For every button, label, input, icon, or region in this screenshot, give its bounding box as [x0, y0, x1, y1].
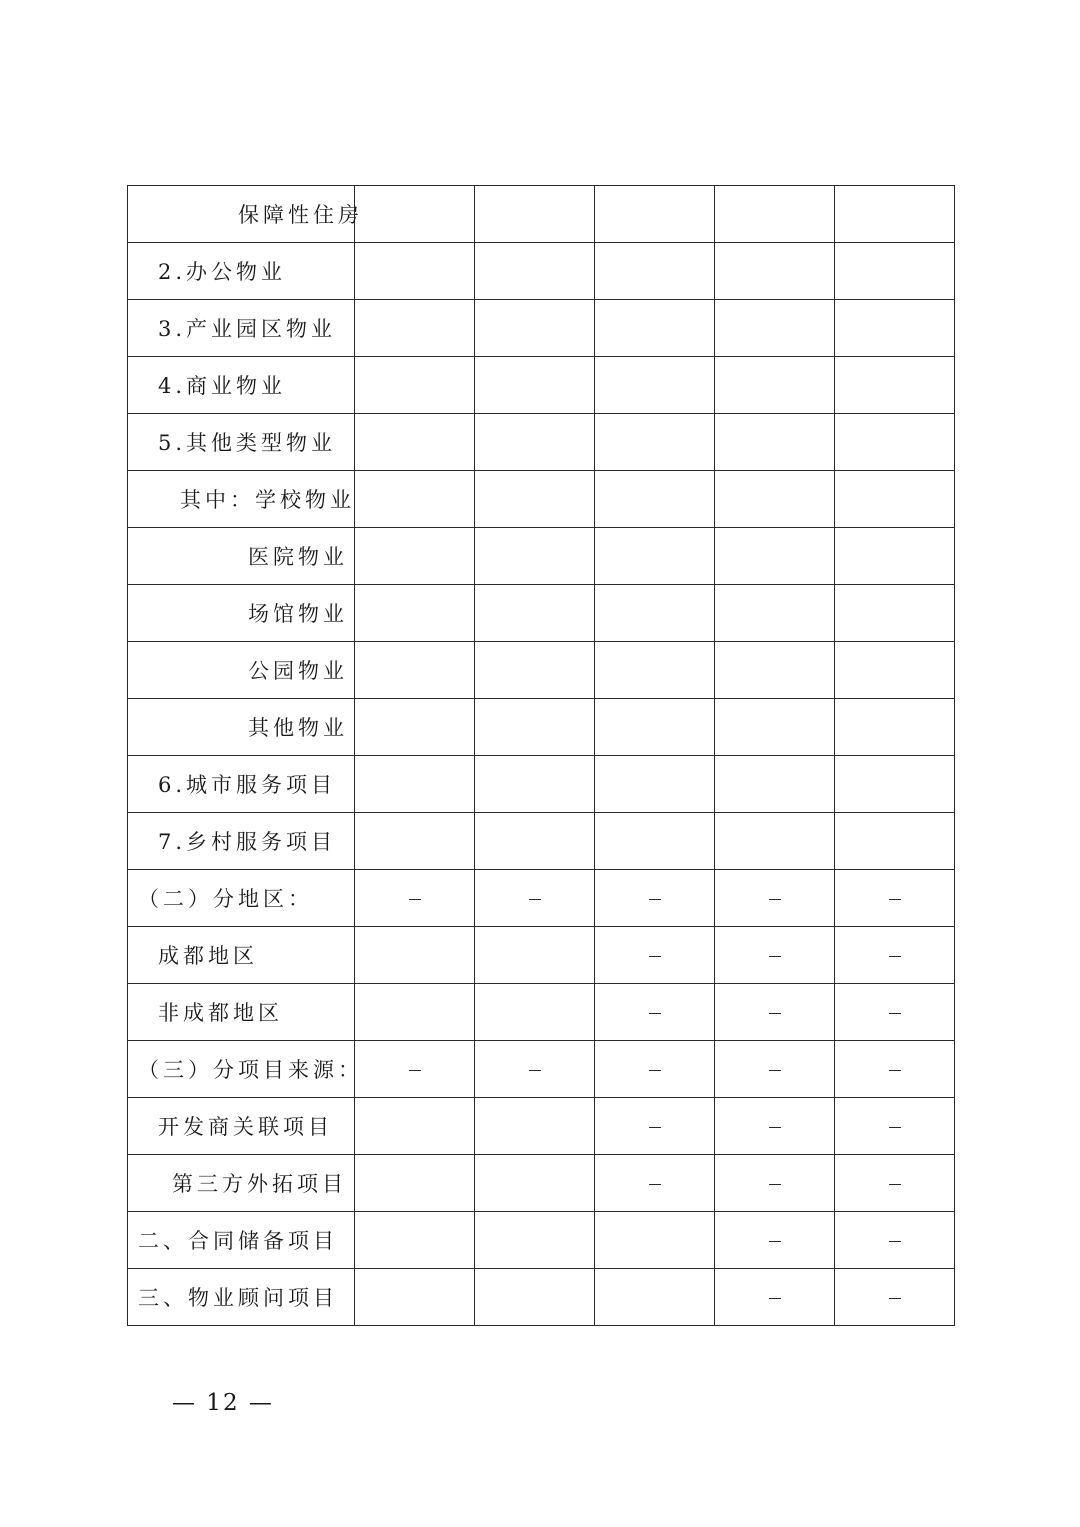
dash-cell	[595, 870, 715, 927]
table-cell	[475, 699, 595, 756]
table-cell	[835, 414, 955, 471]
row-label: 成都地区	[128, 927, 355, 984]
dash-mark	[409, 1070, 421, 1071]
table-cell	[475, 813, 595, 870]
dash-mark	[529, 899, 541, 900]
table-cell	[715, 471, 835, 528]
table-row	[128, 642, 955, 699]
table-row	[128, 984, 955, 1041]
table-row	[128, 870, 955, 927]
table-cell	[355, 357, 475, 414]
row-label: 2.办公物业	[128, 243, 355, 300]
row-label: 4.商业物业	[128, 357, 355, 414]
dash-cell	[595, 1098, 715, 1155]
dash-cell	[835, 1155, 955, 1212]
dash-cell	[715, 1269, 835, 1326]
table-row	[128, 528, 955, 585]
table-cell	[355, 1269, 475, 1326]
dash-cell	[835, 984, 955, 1041]
table-cell	[595, 813, 715, 870]
dash-cell	[715, 870, 835, 927]
table-cell	[355, 813, 475, 870]
table-cell	[475, 756, 595, 813]
table-cell	[475, 300, 595, 357]
dash-mark	[649, 1013, 661, 1014]
dash-cell	[715, 927, 835, 984]
dash-mark	[769, 1013, 781, 1014]
table-cell	[595, 186, 715, 243]
table-row	[128, 186, 955, 243]
dash-cell	[595, 927, 715, 984]
dash-mark	[889, 1013, 901, 1014]
dash-mark	[649, 1184, 661, 1185]
table-cell	[355, 1155, 475, 1212]
table-cell	[355, 1212, 475, 1269]
table-cell	[835, 471, 955, 528]
table-cell	[595, 414, 715, 471]
dash-mark	[769, 1184, 781, 1185]
dash-mark	[769, 1241, 781, 1242]
row-label: 公园物业	[128, 642, 355, 699]
row-label: 三、物业顾问项目	[128, 1269, 355, 1326]
table-cell	[715, 756, 835, 813]
table-row	[128, 756, 955, 813]
table-cell	[835, 528, 955, 585]
dash-mark	[769, 956, 781, 957]
dash-cell	[835, 927, 955, 984]
table-cell	[355, 927, 475, 984]
table-cell	[355, 186, 475, 243]
row-label: 其中：学校物业	[128, 471, 355, 528]
dash-cell	[595, 984, 715, 1041]
table-cell	[715, 357, 835, 414]
row-label: 其他物业	[128, 699, 355, 756]
row-label: 3.产业园区物业	[128, 300, 355, 357]
table-row	[128, 243, 955, 300]
table-cell	[835, 699, 955, 756]
dash-mark	[649, 1070, 661, 1071]
table-row	[128, 414, 955, 471]
table-cell	[595, 756, 715, 813]
dash-mark	[409, 899, 421, 900]
page-number: — 12 —	[172, 1390, 274, 1416]
dash-cell	[595, 1041, 715, 1098]
table-cell	[595, 585, 715, 642]
dash-cell	[475, 870, 595, 927]
dash-mark	[889, 956, 901, 957]
table-row	[128, 471, 955, 528]
dash-mark	[889, 1184, 901, 1185]
table-cell	[595, 699, 715, 756]
dash-mark	[889, 1070, 901, 1071]
dash-cell	[715, 1212, 835, 1269]
dash-mark	[769, 1298, 781, 1299]
table-row	[128, 1041, 955, 1098]
dash-mark	[769, 1127, 781, 1128]
table-row	[128, 927, 955, 984]
table-cell	[355, 984, 475, 1041]
row-label: （二）分地区：	[128, 870, 355, 927]
dash-cell	[835, 1041, 955, 1098]
dash-mark	[649, 956, 661, 957]
table-cell	[715, 186, 835, 243]
dash-cell	[595, 1155, 715, 1212]
table-cell	[475, 585, 595, 642]
table-cell	[475, 642, 595, 699]
dash-mark	[649, 899, 661, 900]
table-cell	[475, 357, 595, 414]
table-row	[128, 1269, 955, 1326]
table-cell	[715, 642, 835, 699]
row-label: 医院物业	[128, 528, 355, 585]
dash-mark	[529, 1070, 541, 1071]
table-cell	[715, 813, 835, 870]
table-cell	[355, 414, 475, 471]
dash-cell	[355, 870, 475, 927]
table-cell	[595, 300, 715, 357]
table-row	[128, 585, 955, 642]
table-cell	[475, 927, 595, 984]
dash-cell	[835, 870, 955, 927]
dash-mark	[649, 1127, 661, 1128]
table-cell	[835, 186, 955, 243]
table-cell	[475, 414, 595, 471]
data-table	[127, 185, 955, 1326]
table-cell	[835, 756, 955, 813]
row-label: 6.城市服务项目	[128, 756, 355, 813]
table-cell	[715, 243, 835, 300]
dash-cell	[475, 1041, 595, 1098]
dash-cell	[835, 1098, 955, 1155]
dash-cell	[835, 1212, 955, 1269]
table-cell	[595, 243, 715, 300]
table-row	[128, 300, 955, 357]
table-cell	[595, 528, 715, 585]
data-table-container	[127, 185, 955, 1326]
table-cell	[595, 1269, 715, 1326]
table-cell	[355, 528, 475, 585]
table-cell	[835, 357, 955, 414]
table-body	[128, 186, 955, 1326]
table-cell	[475, 243, 595, 300]
table-cell	[475, 1212, 595, 1269]
table-cell	[355, 585, 475, 642]
table-cell	[355, 699, 475, 756]
dash-mark	[889, 1298, 901, 1299]
dash-cell	[355, 1041, 475, 1098]
row-label: 非成都地区	[128, 984, 355, 1041]
table-cell	[355, 642, 475, 699]
dash-mark	[889, 1127, 901, 1128]
table-cell	[595, 471, 715, 528]
table-cell	[595, 642, 715, 699]
table-cell	[355, 243, 475, 300]
table-cell	[475, 1155, 595, 1212]
table-cell	[835, 585, 955, 642]
table-cell	[715, 699, 835, 756]
table-cell	[715, 414, 835, 471]
row-label: 开发商关联项目	[128, 1098, 355, 1155]
dash-cell	[715, 984, 835, 1041]
table-cell	[475, 528, 595, 585]
table-row	[128, 1155, 955, 1212]
table-cell	[595, 1212, 715, 1269]
dash-cell	[715, 1098, 835, 1155]
table-cell	[475, 1098, 595, 1155]
table-cell	[835, 642, 955, 699]
table-cell	[355, 756, 475, 813]
table-row	[128, 699, 955, 756]
row-label: （三）分项目来源：	[128, 1041, 355, 1098]
table-row	[128, 813, 955, 870]
table-cell	[475, 984, 595, 1041]
table-row	[128, 1098, 955, 1155]
dash-mark	[769, 1070, 781, 1071]
row-label: 二、合同储备项目	[128, 1212, 355, 1269]
row-label: 7.乡村服务项目	[128, 813, 355, 870]
table-cell	[835, 813, 955, 870]
dash-cell	[715, 1155, 835, 1212]
table-cell	[475, 186, 595, 243]
table-cell	[595, 357, 715, 414]
table-row	[128, 357, 955, 414]
dash-mark	[889, 1241, 901, 1242]
row-label: 5.其他类型物业	[128, 414, 355, 471]
dash-cell	[835, 1269, 955, 1326]
row-label: 保障性住房	[128, 186, 355, 243]
dash-cell	[715, 1041, 835, 1098]
table-cell	[355, 471, 475, 528]
table-cell	[715, 585, 835, 642]
table-row	[128, 1212, 955, 1269]
table-cell	[475, 471, 595, 528]
table-cell	[715, 528, 835, 585]
table-cell	[715, 300, 835, 357]
row-label: 第三方外拓项目	[128, 1155, 355, 1212]
table-cell	[355, 1098, 475, 1155]
dash-mark	[889, 899, 901, 900]
dash-mark	[769, 899, 781, 900]
row-label: 场馆物业	[128, 585, 355, 642]
table-cell	[835, 300, 955, 357]
table-cell	[355, 300, 475, 357]
table-cell	[475, 1269, 595, 1326]
table-cell	[835, 243, 955, 300]
